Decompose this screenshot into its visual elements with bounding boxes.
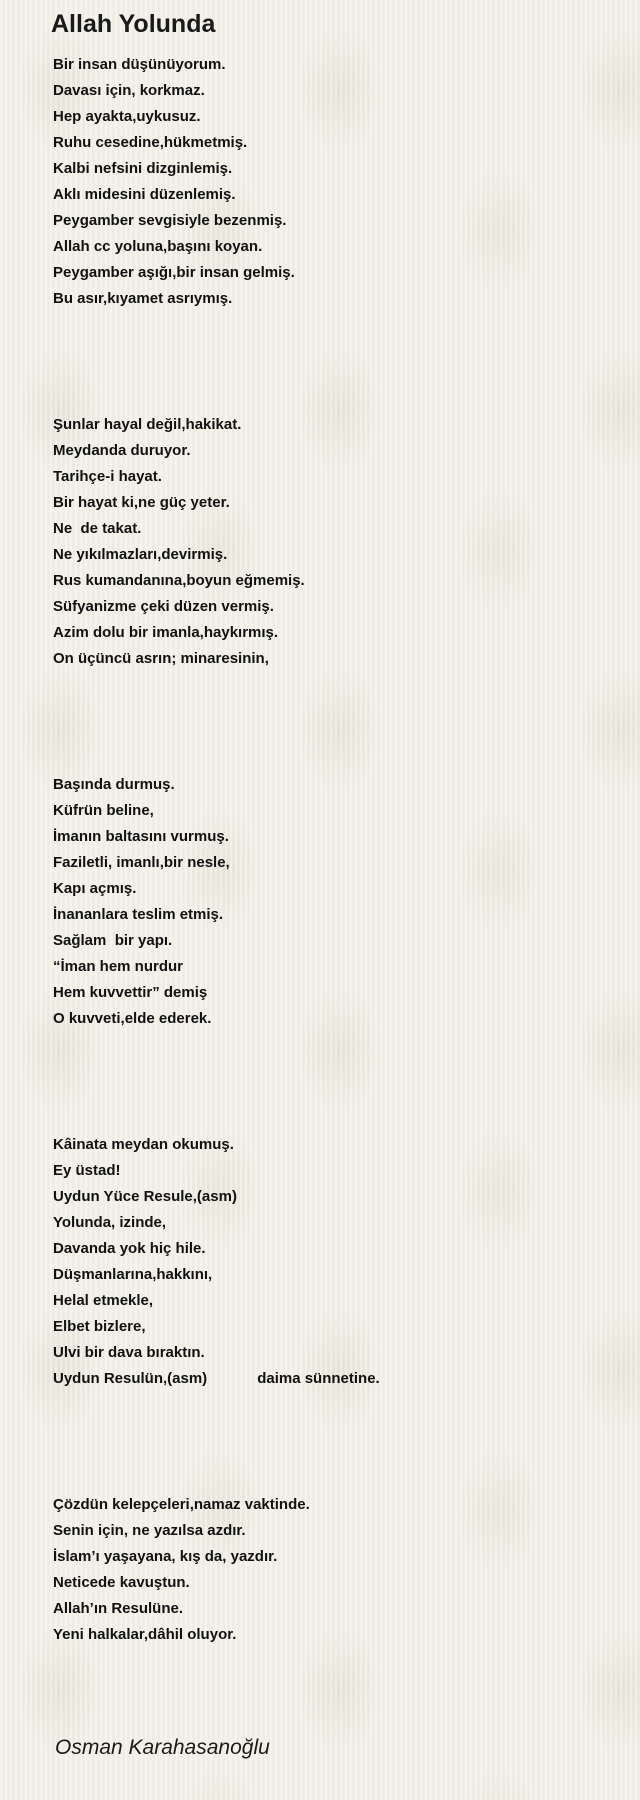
poem-line: Ey üstad! <box>53 1162 121 1179</box>
poem-line: Kapı açmış. <box>53 880 137 897</box>
poem-line: İnananlara teslim etmiş. <box>53 906 224 923</box>
poem-line: Ne yıkılmazları,devirmiş. <box>53 546 228 563</box>
poem-line: İmanın baltasını vurmuş. <box>53 828 229 845</box>
poem-line: Azim dolu bir imanla,haykırmış. <box>53 624 279 641</box>
poem-line: Elbet bizlere, <box>53 1318 146 1335</box>
poem-line: Tarihçe-i hayat. <box>53 468 162 485</box>
poem-line: Kalbi nefsini dizginlemiş. <box>53 160 233 177</box>
poem-line: Ruhu cesedine,hükmetmiş. <box>53 134 248 151</box>
poem-line: Allah cc yoluna,başını koyan. <box>53 238 263 255</box>
poem-line: İslam’ı yaşayana, kış da, yazdır. <box>53 1548 278 1565</box>
poem-line: Yeni halkalar,dâhil oluyor. <box>53 1626 237 1643</box>
poem-line: On üçüncü asrın; minaresinin, <box>53 650 269 667</box>
poem-line: Helal etmekle, <box>53 1292 154 1309</box>
poem-line: Çözdün kelepçeleri,namaz vaktinde. <box>53 1496 310 1513</box>
poem-line: Hep ayakta,uykusuz. <box>53 108 201 125</box>
poem-line: Meydanda duruyor. <box>53 442 191 459</box>
poem-line: Faziletli, imanlı,bir nesle, <box>53 854 230 871</box>
poem-line: Süfyanizme çeki düzen vermiş. <box>53 598 274 615</box>
poem-line: Uydun Yüce Resule,(asm) <box>53 1188 237 1205</box>
poem-line: Peygamber sevgisiyle bezenmiş. <box>53 212 287 229</box>
stanza-1 <box>53 52 613 312</box>
poem-line: Şunlar hayal değil,hakikat. <box>53 416 242 433</box>
poem-author: Osman Karahasanoğlu <box>55 1736 270 1759</box>
poem-line: Bir insan düşünüyorum. <box>53 56 226 73</box>
poem-line: Ne de takat. <box>53 520 142 537</box>
poem-line: Küfrün beline, <box>53 802 154 819</box>
stanza-2 <box>53 412 613 672</box>
poem-line: “İman hem nurdur <box>53 958 184 975</box>
stanza-3 <box>53 772 613 1032</box>
poem-line: Davası için, korkmaz. <box>53 82 205 99</box>
poem-line: Peygamber aşığı,bir insan gelmiş. <box>53 264 295 281</box>
poem-line: Düşmanlarına,hakkını, <box>53 1266 213 1283</box>
poem-line: Allah’ın Resulüne. <box>53 1600 184 1617</box>
poem-line: Aklı midesini düzenlemiş. <box>53 186 236 203</box>
poem-line: Bu asır,kıyamet asrıymış. <box>53 290 233 307</box>
poem-line: Hem kuvvettir” demiş <box>53 984 208 1001</box>
poem-line: Sağlam bir yapı. <box>53 932 173 949</box>
poem-title: Allah Yolunda <box>51 10 216 38</box>
poem-line: Kâinata meydan okumuş. <box>53 1136 234 1153</box>
poem-line: Yolunda, izinde, <box>53 1214 167 1231</box>
poem-line: Senin için, ne yazılsa azdır. <box>53 1522 246 1539</box>
stanza-4 <box>53 1132 613 1392</box>
stanza-5 <box>53 1492 613 1648</box>
poem-line: O kuvveti,elde ederek. <box>53 1010 212 1027</box>
poem-line: Davanda yok hiç hile. <box>53 1240 206 1257</box>
poem-line: Başında durmuş. <box>53 776 175 793</box>
poem-line: Rus kumandanına,boyun eğmemiş. <box>53 572 305 589</box>
poem-line: Bir hayat ki,ne güç yeter. <box>53 494 230 511</box>
poem-body <box>53 52 613 1648</box>
poem-line: Neticede kavuştun. <box>53 1574 190 1591</box>
poem-line: Ulvi bir dava bıraktın. <box>53 1344 205 1361</box>
poem-line: Uydun Resulün,(asm) daima sünnetine. <box>53 1370 380 1387</box>
